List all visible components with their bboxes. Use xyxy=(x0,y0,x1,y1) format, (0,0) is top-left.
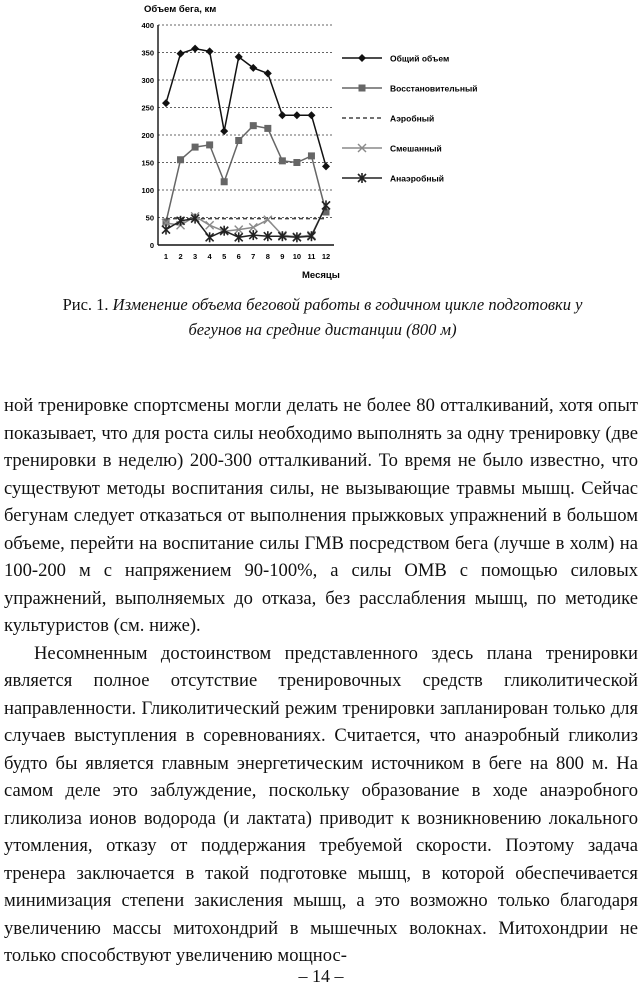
x-tick-label: 8 xyxy=(265,252,270,261)
legend-label: Аэробный xyxy=(390,113,435,124)
y-axis-label: Объем бега, км xyxy=(144,4,217,15)
x-tick-label: 10 xyxy=(292,252,302,261)
figure-caption xyxy=(40,292,605,342)
data-point xyxy=(279,157,286,164)
data-point xyxy=(177,156,184,163)
y-tick-label: 100 xyxy=(141,186,154,195)
y-tick-label: 0 xyxy=(149,241,154,250)
chart-legend xyxy=(342,54,477,184)
data-point xyxy=(163,218,170,225)
x-tick-label: 7 xyxy=(251,252,256,261)
data-point xyxy=(264,125,271,132)
page-number: – 14 – xyxy=(298,966,344,986)
x-tick-label: 9 xyxy=(280,252,285,261)
data-point xyxy=(206,221,214,229)
paragraph-2: Несомненным достоинством представленного здесь плана тренировки является полное отсутствие тренировочных средств гликолитической направленности. Гликолитический режим тренировки запланирован только для случаев выступления в соревнованиях. Считается, что анаэробный гликолиз будто бы является главным энергетическим источником в беге на 800 м. На самом деле это заблуждение, поскольку образование в ходе анаэробного гликолиза ионов водорода (и лактата) приводит к возникновению локального утомления, отказу от поддержания требуемой скорости. Поэтому задача тренера заключается в такой подготовке мышц, в которой обеспечивается минимизация степени закисления мышц, а это возможно только благодаря увеличению массы митохондрий в мышечных волокнах. Митохондрии не только способствуют увеличению мощнос- xyxy=(4,642,638,966)
chart-series xyxy=(162,45,330,243)
data-point xyxy=(191,45,199,53)
data-point xyxy=(162,225,170,235)
series-line xyxy=(166,126,326,222)
data-point xyxy=(308,152,315,159)
legend-label: Общий объем xyxy=(390,53,450,64)
data-point xyxy=(293,111,301,119)
figure-title: Изменение объема беговой работы в годичном цикле подготовки у бегунов на средние дистанции (800 м) xyxy=(112,295,583,339)
data-point xyxy=(221,178,228,185)
y-tick-label: 400 xyxy=(141,21,154,30)
data-point xyxy=(206,141,213,148)
data-point xyxy=(206,47,214,55)
x-tick-label: 3 xyxy=(193,252,198,261)
legend-marker xyxy=(358,54,366,62)
data-point xyxy=(220,127,228,135)
y-tick-label: 300 xyxy=(141,76,154,85)
series-line xyxy=(166,205,326,237)
chart-grid xyxy=(158,25,334,245)
legend-label: Восстановительный xyxy=(390,83,478,94)
running-volume-chart xyxy=(120,0,510,285)
legend-label: Смешанный xyxy=(390,143,442,154)
data-point xyxy=(322,200,330,210)
y-tick-label: 50 xyxy=(145,213,154,223)
body-text xyxy=(4,392,638,970)
y-tick-label: 350 xyxy=(141,48,154,58)
x-tick-label: 12 xyxy=(321,252,331,261)
legend-label: Анаэробный xyxy=(390,173,444,184)
data-point xyxy=(322,162,330,170)
data-point xyxy=(192,144,199,151)
data-point xyxy=(278,111,286,119)
data-point xyxy=(177,50,185,58)
data-point xyxy=(162,99,170,107)
figure-number: Рис. 1. xyxy=(62,295,109,314)
paragraph-1: ной тренировке спортсмены могли делать не более 80 отталкиваний, хотя опыт показывает, что для роста силы необходимо выполнять за одну тренировку (две тренировки в неделю) 200-300 отталкиваний. То время не было известно, что существуют методы воспитания силы, не вызывающие травмы мышц. Сейчас бегунам следует отказаться от выполнения прыжковых упражнений в большом объеме, перейти на воспитание силы ГМВ посредством бега (лучше в холм) на 100-200 м с напряжением 90-100%, а силы ОМВ с помощью силовых упражнений, выполняемых до отказа, без расслабления мышц, по методике культуристов (см. ниже). xyxy=(4,395,638,636)
data-point xyxy=(206,232,214,242)
data-point xyxy=(307,111,315,119)
legend-marker xyxy=(359,85,366,92)
x-axis-label: Месяцы xyxy=(302,270,340,281)
series-line xyxy=(166,205,326,236)
x-tick-label: 5 xyxy=(222,252,227,261)
data-point xyxy=(264,216,272,224)
data-point xyxy=(250,122,257,129)
y-tick-label: 150 xyxy=(141,158,154,168)
x-tick-label: 6 xyxy=(236,252,241,261)
y-tick-label: 200 xyxy=(141,131,154,140)
y-tick-label: 250 xyxy=(141,103,154,113)
x-tick-label: 1 xyxy=(163,252,169,261)
data-point xyxy=(264,69,272,77)
data-point xyxy=(235,137,242,144)
x-tick-label: 4 xyxy=(207,252,212,261)
x-tick-label: 2 xyxy=(178,252,183,261)
data-point xyxy=(293,159,300,166)
x-tick-label: 11 xyxy=(307,252,316,261)
